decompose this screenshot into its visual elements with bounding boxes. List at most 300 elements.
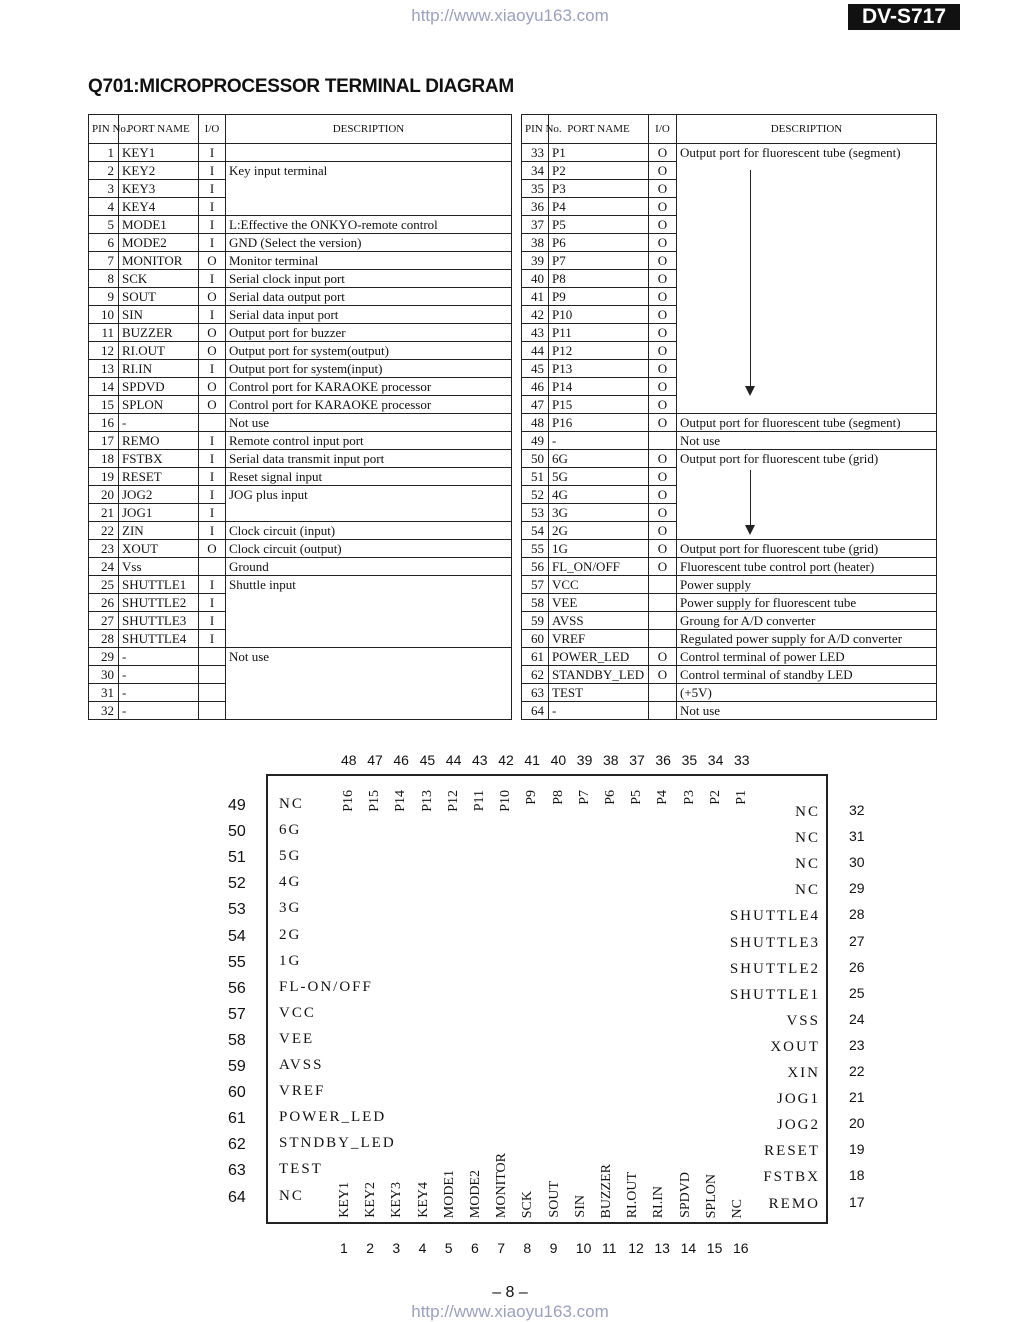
pin-number: 30 — [89, 666, 119, 684]
top-pin-number: 38 — [603, 752, 619, 768]
port-name: 3G — [549, 504, 649, 522]
left-pin-number: 63 — [228, 1162, 246, 1180]
port-name: P11 — [549, 324, 649, 342]
right-pin-number: 25 — [849, 984, 865, 1001]
pin-description: Serial data transmit input port — [226, 450, 512, 468]
table-row — [89, 342, 512, 360]
top-pin-label: P1 — [734, 790, 749, 805]
table-row — [522, 234, 937, 252]
top-pin-number: 45 — [419, 752, 436, 768]
pin-description: Ground — [226, 558, 512, 576]
table-row — [522, 342, 937, 360]
io-type: O — [649, 216, 677, 234]
pin-number: 41 — [522, 288, 549, 306]
left-pin-number: 50 — [228, 823, 246, 841]
table-row — [89, 288, 512, 306]
port-name: XOUT — [119, 540, 199, 558]
left-pin-number: 51 — [228, 849, 246, 867]
right-pin-number: 30 — [849, 854, 865, 871]
pin-number: 13 — [89, 360, 119, 378]
port-name: 5G — [549, 468, 649, 486]
io-type: I — [199, 576, 226, 594]
table-row — [89, 468, 512, 486]
io-type: O — [199, 252, 226, 270]
bottom-pin-label: SCK — [520, 1190, 536, 1218]
table-row — [522, 522, 937, 540]
table-row — [522, 576, 937, 594]
io-type — [199, 684, 226, 702]
left-pin-label: TEST — [279, 1161, 323, 1178]
bottom-pin-number: 8 — [523, 1240, 532, 1256]
left-pin-label: AVSS — [279, 1057, 324, 1073]
io-type: O — [649, 378, 677, 396]
port-name: RI.OUT — [119, 342, 199, 360]
col-desc-header: DESCRIPTION — [677, 115, 937, 144]
left-pin-number: 56 — [228, 979, 246, 997]
io-type: O — [649, 666, 677, 684]
io-type: O — [199, 324, 226, 342]
port-name: SIN — [119, 306, 199, 324]
left-pin-number: 61 — [228, 1110, 246, 1128]
bottom-pin-number: 13 — [654, 1240, 670, 1256]
right-pin-label: XIN — [787, 1065, 820, 1081]
table-row — [89, 558, 512, 576]
port-name: - — [119, 648, 199, 666]
pin-number: 14 — [89, 378, 119, 396]
io-type: O — [649, 450, 677, 468]
pin-number: 12 — [89, 342, 119, 360]
port-name: P7 — [549, 252, 649, 270]
io-type — [649, 630, 677, 648]
right-pin-label: SHUTTLE4 — [729, 908, 820, 925]
right-pin-label: NC — [795, 804, 820, 820]
footer-url[interactable]: http://www.xiaoyu163.com — [411, 1302, 609, 1321]
table-row — [89, 378, 512, 396]
table-row — [522, 450, 937, 468]
bottom-pin-label: NC — [730, 1198, 745, 1218]
table-row — [522, 612, 937, 630]
table-row — [522, 162, 937, 180]
pin-number: 42 — [522, 306, 549, 324]
io-type: I — [199, 612, 226, 630]
port-name: SPLON — [119, 396, 199, 414]
port-name: 4G — [549, 486, 649, 504]
pin-number: 19 — [89, 468, 119, 486]
table-row — [522, 198, 937, 216]
io-type: I — [199, 180, 226, 198]
pin-description: Monitor terminal — [226, 252, 512, 270]
bottom-pin-label: BUZZER — [599, 1163, 614, 1218]
header-url[interactable]: http://www.xiaoyu163.com — [411, 6, 609, 25]
table-row — [89, 648, 512, 666]
pin-number: 9 — [89, 288, 119, 306]
port-name: P4 — [549, 198, 649, 216]
right-pin-number: 28 — [849, 906, 865, 923]
port-name: P5 — [549, 216, 649, 234]
top-pin-label: P11 — [472, 790, 487, 812]
pin-description: Reset signal input — [226, 468, 512, 486]
pin-description — [677, 360, 937, 378]
top-pin-label: P16 — [341, 790, 356, 812]
right-pin-number: 24 — [849, 1010, 865, 1027]
pin-description: Shuttle input — [226, 576, 512, 594]
port-name: SOUT — [119, 288, 199, 306]
io-type: O — [649, 198, 677, 216]
right-pin-number: 23 — [849, 1036, 865, 1053]
port-name: VREF — [549, 630, 649, 648]
pin-number: 34 — [522, 162, 549, 180]
port-name: P16 — [549, 414, 649, 432]
bottom-pin-number: 10 — [575, 1240, 592, 1256]
port-name: VCC — [549, 576, 649, 594]
io-type: I — [199, 504, 226, 522]
port-name: SHUTTLE4 — [119, 630, 199, 648]
pin-number: 21 — [89, 504, 119, 522]
io-type: O — [649, 468, 677, 486]
bottom-pin-label: SPDVD — [677, 1172, 693, 1218]
pin-number: 24 — [89, 558, 119, 576]
pin-description: Remote control input port — [226, 432, 512, 450]
io-type: O — [649, 252, 677, 270]
port-name: P15 — [549, 396, 649, 414]
col-pin-header: PIN No. — [89, 115, 119, 144]
pin-description: Power supply for fluorescent tube — [677, 594, 937, 612]
pin-number: 58 — [522, 594, 549, 612]
io-type — [649, 594, 677, 612]
pin-number: 55 — [522, 540, 549, 558]
pin-number: 54 — [522, 522, 549, 540]
right-pin-number: 26 — [849, 958, 865, 975]
port-name: VEE — [549, 594, 649, 612]
io-type — [199, 414, 226, 432]
pin-description: Power supply — [677, 576, 937, 594]
pin-number: 59 — [522, 612, 549, 630]
io-type: O — [649, 558, 677, 576]
table-row — [89, 432, 512, 450]
top-pin-number: 35 — [681, 752, 698, 768]
pin-number: 32 — [89, 702, 119, 720]
pin-number: 20 — [89, 486, 119, 504]
pin-description — [677, 378, 937, 396]
io-type — [649, 576, 677, 594]
io-type: I — [199, 270, 226, 288]
table-row — [89, 414, 512, 432]
pin-number: 4 — [89, 198, 119, 216]
port-name: 6G — [549, 450, 649, 468]
io-type: O — [649, 162, 677, 180]
table-row — [522, 468, 937, 486]
pin-number: 23 — [89, 540, 119, 558]
pin-description: Key input terminal — [226, 162, 512, 180]
left-pin-table — [88, 114, 512, 720]
pin-description — [677, 270, 937, 288]
io-type — [199, 558, 226, 576]
pin-number: 64 — [522, 702, 549, 720]
table-row — [89, 144, 512, 162]
pin-description — [677, 522, 937, 540]
segment-arrow-head — [745, 386, 755, 396]
bottom-pin-number: 7 — [497, 1240, 505, 1256]
pin-description — [677, 342, 937, 360]
left-pin-label: 5G — [279, 848, 302, 865]
port-name: KEY1 — [119, 144, 199, 162]
io-type: O — [199, 396, 226, 414]
port-name: - — [119, 414, 199, 432]
io-type: O — [649, 486, 677, 504]
table-row — [522, 216, 937, 234]
port-name: JOG2 — [119, 486, 199, 504]
top-pin-number: 39 — [576, 752, 593, 768]
bottom-pin-number: 3 — [392, 1240, 401, 1256]
io-type: I — [199, 522, 226, 540]
top-pin-number: 40 — [550, 752, 567, 768]
bottom-pin-label: KEY3 — [389, 1182, 405, 1218]
left-pin-label: 2G — [279, 926, 302, 943]
port-name: RI.IN — [119, 360, 199, 378]
io-type: I — [199, 594, 226, 612]
left-pin-number: 60 — [228, 1084, 246, 1102]
table-row — [89, 270, 512, 288]
right-pin-number: 19 — [849, 1141, 865, 1158]
left-pin-label: FL-ON/OFF — [279, 978, 373, 995]
port-name: SPDVD — [119, 378, 199, 396]
pin-number: 47 — [522, 396, 549, 414]
port-name: - — [549, 432, 649, 450]
pin-description — [677, 162, 937, 180]
pin-number: 31 — [89, 684, 119, 702]
io-type: O — [199, 378, 226, 396]
bottom-pin-number: 12 — [628, 1240, 644, 1256]
pin-description: Clock circuit (input) — [226, 522, 512, 540]
pin-description — [677, 468, 937, 486]
pin-number: 2 — [89, 162, 119, 180]
table-row — [522, 288, 937, 306]
port-name: AVSS — [549, 612, 649, 630]
table-row — [522, 306, 937, 324]
pin-description — [677, 504, 937, 522]
left-pin-number: 64 — [228, 1188, 246, 1206]
bottom-pin-label: KEY1 — [337, 1182, 352, 1218]
right-pin-number: 32 — [849, 802, 865, 818]
right-pin-label: XOUT — [770, 1038, 820, 1055]
pin-number: 5 — [89, 216, 119, 234]
port-name: P12 — [549, 342, 649, 360]
pin-description — [677, 486, 937, 504]
left-pin-number: 62 — [228, 1136, 246, 1154]
pin-number: 17 — [89, 432, 119, 450]
table-row — [522, 252, 937, 270]
table-row — [522, 378, 937, 396]
bottom-pin-label: MONITOR — [494, 1152, 510, 1218]
table-row — [89, 612, 512, 630]
pin-number: 29 — [89, 648, 119, 666]
pin-description: Groung for A/D converter — [677, 612, 937, 630]
right-pin-label: NC — [795, 856, 820, 873]
port-name: KEY2 — [119, 162, 199, 180]
bottom-pin-label: KEY2 — [363, 1182, 379, 1218]
pin-number: 39 — [522, 252, 549, 270]
table-row — [522, 504, 937, 522]
table-row — [89, 540, 512, 558]
pin-number: 10 — [89, 306, 119, 324]
pin-description: Output port for system(output) — [226, 342, 512, 360]
bottom-pin-label: RI.IN — [651, 1185, 667, 1218]
pin-number: 61 — [522, 648, 549, 666]
pin-number: 40 — [522, 270, 549, 288]
io-type: I — [199, 306, 226, 324]
port-name: MODE1 — [119, 216, 199, 234]
pin-description — [226, 630, 512, 648]
segment-arrow-line — [750, 170, 751, 388]
bottom-pin-label: SIN — [572, 1195, 588, 1218]
table-row — [522, 666, 937, 684]
bottom-pin-label: MODE2 — [468, 1169, 483, 1218]
pin-description: Output port for fluorescent tube (grid) — [677, 540, 937, 558]
right-pin-label: SHUTTLE3 — [729, 934, 820, 951]
pin-number: 26 — [89, 594, 119, 612]
model-badge: DV-S717 — [848, 4, 960, 30]
pin-description: Not use — [226, 414, 512, 432]
right-pin-number: 31 — [849, 828, 865, 845]
port-name: TEST — [549, 684, 649, 702]
pin-description — [226, 144, 512, 162]
pin-description: Control port for KARAOKE processor — [226, 378, 512, 396]
pin-number: 60 — [522, 630, 549, 648]
table-row — [89, 360, 512, 378]
left-pin-label: 3G — [279, 900, 302, 917]
pin-number: 43 — [522, 324, 549, 342]
top-pin-number: 44 — [445, 752, 462, 768]
bottom-pin-number: 1 — [340, 1240, 348, 1256]
table-row — [89, 504, 512, 522]
table-row — [522, 180, 937, 198]
io-type: O — [649, 522, 677, 540]
pin-number: 46 — [522, 378, 549, 396]
pin-description — [677, 288, 937, 306]
top-pin-label: P8 — [550, 790, 566, 805]
pin-description — [226, 504, 512, 522]
left-pin-label: STNDBY_LED — [279, 1135, 396, 1152]
io-type: I — [199, 360, 226, 378]
pin-number: 51 — [522, 468, 549, 486]
table-row — [89, 666, 512, 684]
pin-number: 45 — [522, 360, 549, 378]
right-pin-number: 29 — [849, 880, 865, 897]
port-name: KEY3 — [119, 180, 199, 198]
table-row — [89, 162, 512, 180]
port-name: P13 — [549, 360, 649, 378]
left-pin-label: VREF — [279, 1083, 326, 1100]
bottom-pin-number: 9 — [549, 1240, 558, 1256]
table-row — [522, 360, 937, 378]
table-row — [89, 576, 512, 594]
io-type: O — [649, 360, 677, 378]
pin-description: Not use — [677, 702, 937, 720]
bottom-pin-label: RI.OUT — [625, 1171, 641, 1218]
left-pin-label: NC — [279, 796, 304, 812]
io-type: O — [649, 324, 677, 342]
col-port-header: PORT NAME — [549, 115, 649, 144]
bottom-pin-number: 5 — [444, 1240, 453, 1256]
pin-number: 7 — [89, 252, 119, 270]
col-io-header: I/O — [649, 115, 677, 144]
right-pin-label: FSTBX — [763, 1169, 820, 1186]
table-row — [522, 270, 937, 288]
io-type: I — [199, 216, 226, 234]
top-pin-label: P3 — [681, 790, 697, 805]
right-pin-label: JOG2 — [776, 1117, 820, 1134]
io-type: O — [649, 144, 677, 162]
bottom-pin-number: 15 — [706, 1240, 723, 1256]
page-title: Q701:MICROPROCESSOR TERMINAL DIAGRAM — [88, 76, 514, 97]
pin-description: Regulated power supply for A/D converter — [677, 630, 937, 648]
io-type: O — [199, 288, 226, 306]
table-row — [89, 594, 512, 612]
top-pin-number: 36 — [655, 752, 671, 768]
page-number: – 8 – — [492, 1284, 528, 1301]
pin-number: 35 — [522, 180, 549, 198]
io-type: O — [199, 540, 226, 558]
pin-description — [226, 594, 512, 612]
pin-number: 16 — [89, 414, 119, 432]
port-name: STANDBY_LED — [549, 666, 649, 684]
io-type: I — [199, 234, 226, 252]
io-type: O — [649, 414, 677, 432]
bottom-pin-number: 2 — [366, 1240, 374, 1256]
top-pin-number: 37 — [629, 752, 645, 768]
port-name: SHUTTLE3 — [119, 612, 199, 630]
pin-description: Output port for system(input) — [226, 360, 512, 378]
table-row — [89, 216, 512, 234]
pin-number: 15 — [89, 396, 119, 414]
pin-description — [677, 180, 937, 198]
port-name: SHUTTLE2 — [119, 594, 199, 612]
pin-description: GND (Select the version) — [226, 234, 512, 252]
io-type: O — [649, 648, 677, 666]
pin-description — [677, 324, 937, 342]
table-row — [522, 684, 937, 702]
port-name: RESET — [119, 468, 199, 486]
pin-number: 28 — [89, 630, 119, 648]
port-name: P8 — [549, 270, 649, 288]
io-type: I — [199, 450, 226, 468]
io-type — [199, 702, 226, 720]
port-name: REMO — [119, 432, 199, 450]
col-port-header: PORT NAME — [119, 115, 199, 144]
bottom-pin-label: KEY4 — [415, 1182, 431, 1218]
table-row — [522, 702, 937, 720]
io-type: I — [199, 630, 226, 648]
top-pin-label: P2 — [707, 790, 723, 805]
left-pin-label: VCC — [279, 1004, 316, 1021]
pin-number: 57 — [522, 576, 549, 594]
col-desc-header: DESCRIPTION — [226, 115, 512, 144]
left-pin-number: 53 — [228, 901, 246, 919]
right-pin-number: 20 — [849, 1115, 865, 1132]
right-pin-label: VSS — [786, 1012, 820, 1029]
pin-number: 50 — [522, 450, 549, 468]
pin-number: 38 — [522, 234, 549, 252]
pin-description: Control terminal of power LED — [677, 648, 937, 666]
top-pin-number: 34 — [707, 752, 724, 768]
top-pin-number: 41 — [524, 752, 540, 768]
bottom-pin-label: SOUT — [546, 1181, 562, 1218]
bottom-pin-number: 11 — [602, 1240, 617, 1256]
table-row — [89, 684, 512, 702]
io-type: O — [649, 234, 677, 252]
left-pin-number: 54 — [228, 927, 246, 945]
table-row — [89, 522, 512, 540]
